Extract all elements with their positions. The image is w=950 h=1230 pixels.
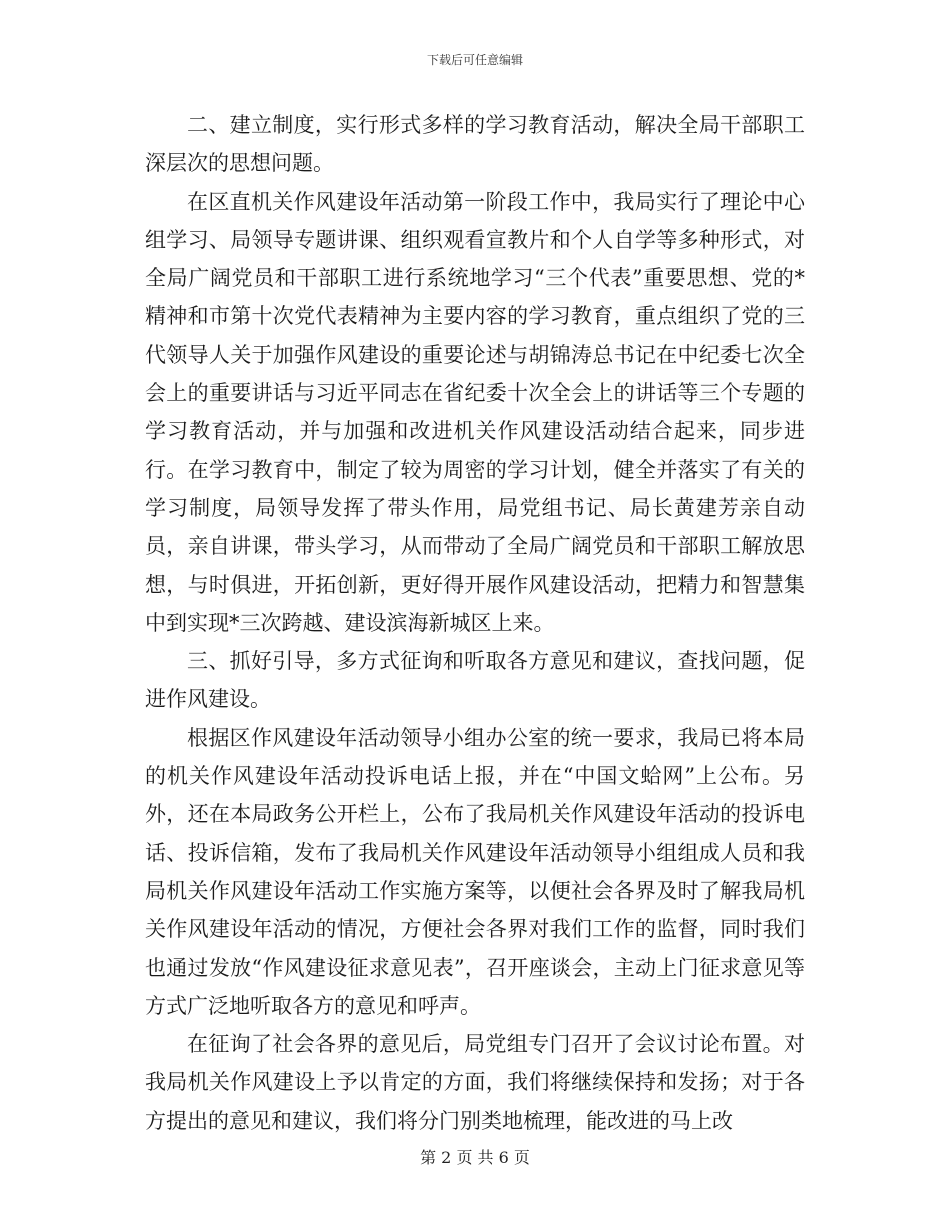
paragraph-complaint-channels: 根据区作风建设年活动领导小组办公室的统一要求，我局已将本局的机关作风建设年活动投诉电话上报，并在“中国文蛤网”上公布。另外，还在本局政务公开栏上，公布了我局机关作风建设年活动的投诉电话、投诉信箱，发布了我局机关作风建设年活动领导小组组成人员和我局机关作风建设年活动工作实施方案等，以便社会各界及时了解我局机关作风建设年活动的情况，方便社会各界对我们工作的监督，同时我们也通过发放“作风建设征求意见表”，召开座谈会，主动上门征求意见等方式广泛地听取各方的意见和呼声。 xyxy=(145,725,805,1018)
page-header xyxy=(0,52,950,68)
paragraph-section-two-heading: 二、建立制度，实行形式多样的学习教育活动，解决全局干部职工深层次的思想问题。 xyxy=(145,113,805,176)
paragraph-study-activities: 在区直机关作风建设年活动第一阶段工作中，我局实行了理论中心组学习、局领导专题讲课、组织观看宣教片和个人自学等多种形式，对全局广阔党员和干部职工进行系统地学习“三个代表”重要思想、党的*精神和市第十次党代表精神为主要内容的学习教育，重点组织了党的三代领导人关于加强作风建设的重要论述与胡锦涛总书记在中纪委七次全会上的重要讲话与习近平同志在省纪委十次全会上的讲话等三个专题的学习教育活动，并与加强和改进机关作风建设活动结合起来，同步进行。在学习教育中，制定了较为周密的学习计划，健全并落实了有关的学习制度，局领导发挥了带头作用，局党组书记、局长黄建芳亲自动员，亲自讲课，带头学习，从而带动了全局广阔党员和干部职工解放思想，与时俱进，开拓创新，更好得开展作风建设活动，把精力和智慧集中到实现*三次跨越、建设滨海新城区上来。 xyxy=(145,189,805,635)
paragraph-section-three-heading: 三、抓好引导，多方式征询和听取各方意见和建议，查找问题，促进作风建设。 xyxy=(145,649,805,712)
page-footer xyxy=(0,1147,950,1169)
header-note: 下载后可任意编辑 xyxy=(426,53,523,67)
footer-suffix: 页 xyxy=(513,1148,530,1167)
paragraph-feedback-followup: 在征询了社会各界的意见后，局党组专门召开了会议讨论布置。对我局机关作风建设上予以肯定的方面，我们将继续保持和发扬；对于各方提出的意见和建议，我们将分门别类地梳理，能改进的马上改 xyxy=(145,1032,805,1133)
document-body xyxy=(145,106,805,1140)
footer-total-pages: 6 xyxy=(498,1148,509,1167)
footer-middle: 页 共 xyxy=(456,1148,494,1167)
footer-page-number: 2 xyxy=(441,1148,452,1167)
footer-prefix: 第 xyxy=(420,1148,437,1167)
